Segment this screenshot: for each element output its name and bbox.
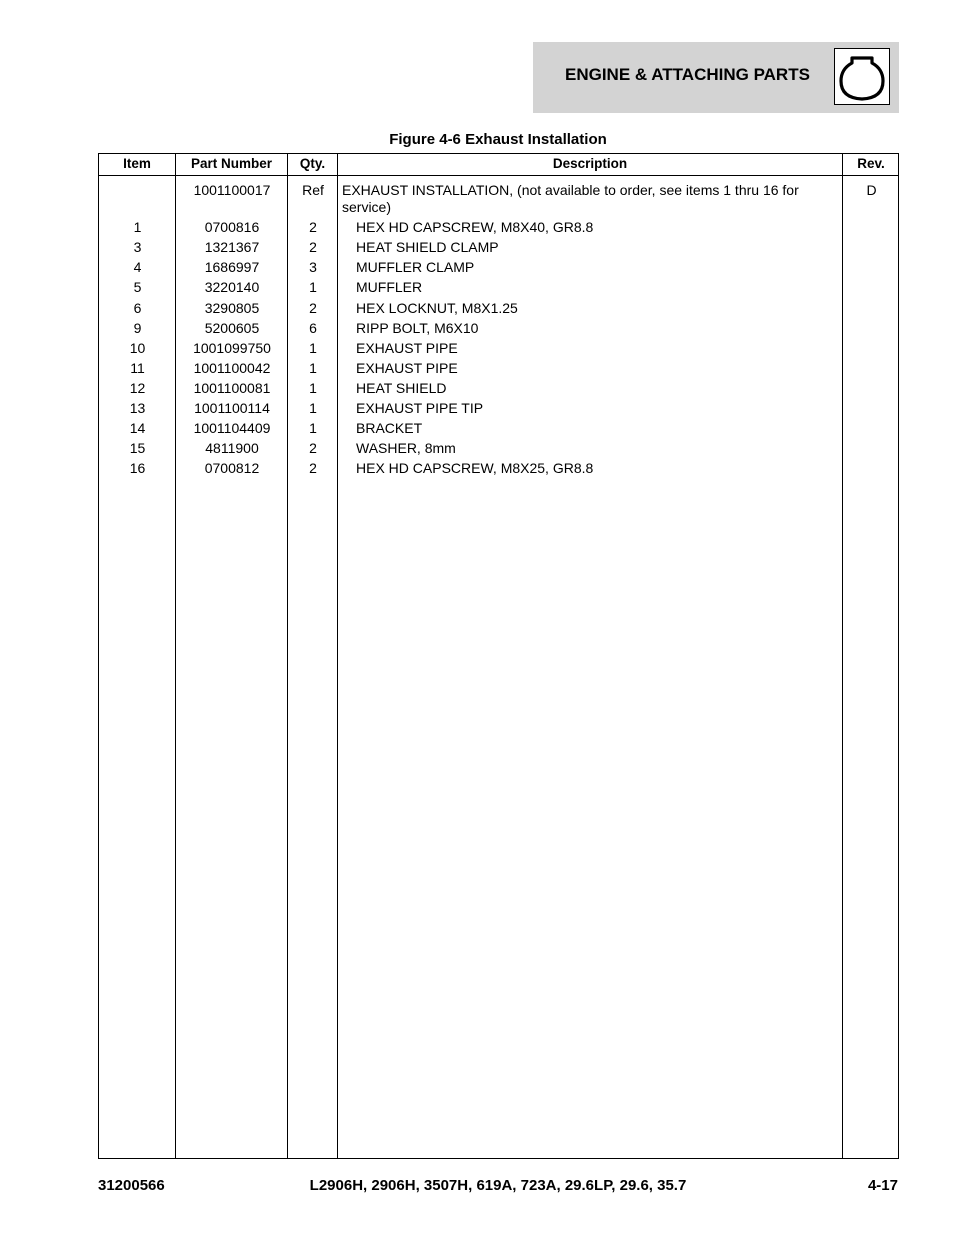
- row-revision: D: [866, 182, 877, 198]
- row-part-number: 1001100081: [193, 380, 271, 396]
- row-quantity: 2: [309, 440, 317, 456]
- row-part-number: 3290805: [204, 300, 260, 316]
- row-part-number: 1001100114: [194, 400, 270, 416]
- row-description: EXHAUST PIPE: [356, 340, 458, 356]
- row-item-number: 16: [129, 460, 146, 476]
- figure-title: Figure 4-6 Exhaust Installation: [389, 131, 607, 148]
- row-description: WASHER, 8mm: [356, 440, 456, 456]
- footer-page-number: 4-17: [867, 1177, 898, 1194]
- row-part-number: 3220140: [204, 279, 260, 295]
- parts-table: [98, 153, 899, 1159]
- footer-doc-number: 31200566: [98, 1177, 165, 1194]
- row-item-number: 14: [129, 420, 146, 436]
- row-quantity: 1: [309, 400, 317, 416]
- row-quantity: 1: [309, 279, 317, 295]
- row-description: MUFFLER CLAMP: [356, 259, 475, 275]
- row-description: EXHAUST PIPE: [356, 360, 458, 376]
- row-item-number: 12: [129, 380, 146, 396]
- row-description: HEX HD CAPSCREW, M8X40, GR8.8: [356, 219, 594, 235]
- row-description: HEX LOCKNUT, M8X1.25: [356, 300, 518, 316]
- row-description: EXHAUST INSTALLATION, (not available to order, see items 1 thru 16 for service): [342, 182, 799, 215]
- row-item-number: 4: [133, 259, 142, 275]
- row-quantity: 2: [309, 460, 317, 476]
- row-quantity: 1: [309, 380, 317, 396]
- row-part-number: 1001100017: [193, 182, 271, 198]
- row-part-number: 0700812: [204, 460, 260, 476]
- row-description: HEAT SHIELD CLAMP: [356, 239, 499, 255]
- row-item-number: 15: [129, 440, 146, 456]
- row-quantity: 6: [309, 320, 317, 336]
- row-item-number: 3: [133, 239, 142, 255]
- row-item-number: 9: [133, 320, 142, 336]
- row-part-number: 4811900: [205, 440, 259, 456]
- row-part-number: 5200605: [204, 320, 260, 336]
- row-description: MUFFLER: [356, 279, 423, 295]
- row-part-number: 1001100042: [193, 360, 271, 376]
- row-description: HEAT SHIELD: [356, 380, 447, 396]
- row-quantity: 2: [309, 300, 317, 316]
- row-part-number: 0700816: [204, 219, 260, 235]
- row-part-number: 1321367: [204, 239, 260, 255]
- header-divider: [99, 175, 898, 176]
- footer-models: L2906H, 2906H, 3507H, 619A, 723A, 29.6LP, 29.6, 35.7: [309, 1177, 687, 1194]
- column-header-qty: Qty.: [299, 156, 326, 171]
- section-header: [533, 42, 899, 113]
- row-item-number: 1: [133, 219, 142, 235]
- engine-section-icon: [834, 48, 890, 105]
- row-description: EXHAUST PIPE TIP: [356, 400, 484, 416]
- row-part-number: 1686997: [204, 259, 260, 275]
- row-item-number: 6: [133, 300, 142, 316]
- column-header-rev: Rev.: [857, 156, 885, 171]
- row-description: RIPP BOLT, M6X10: [356, 320, 479, 336]
- row-part-number: 1001104409: [193, 420, 271, 436]
- row-part-number: 1001099750: [193, 340, 271, 356]
- row-quantity: 3: [309, 259, 317, 275]
- row-quantity: 2: [309, 239, 317, 255]
- row-item-number: 11: [130, 360, 145, 376]
- column-header-part-number: Part Number: [190, 156, 273, 171]
- section-title: ENGINE & ATTACHING PARTS: [565, 65, 810, 84]
- row-description: HEX HD CAPSCREW, M8X25, GR8.8: [356, 460, 594, 476]
- row-item-number: 5: [133, 279, 142, 295]
- row-quantity: 1: [309, 340, 317, 356]
- row-quantity: 1: [309, 360, 317, 376]
- row-quantity: 2: [309, 219, 317, 235]
- column-header-item: Item: [123, 156, 151, 171]
- row-item-number: 10: [129, 340, 146, 356]
- row-description: BRACKET: [356, 420, 423, 436]
- row-quantity: Ref: [302, 182, 324, 198]
- column-header-description: Description: [552, 156, 628, 171]
- row-item-number: 13: [129, 400, 146, 416]
- row-quantity: 1: [309, 420, 317, 436]
